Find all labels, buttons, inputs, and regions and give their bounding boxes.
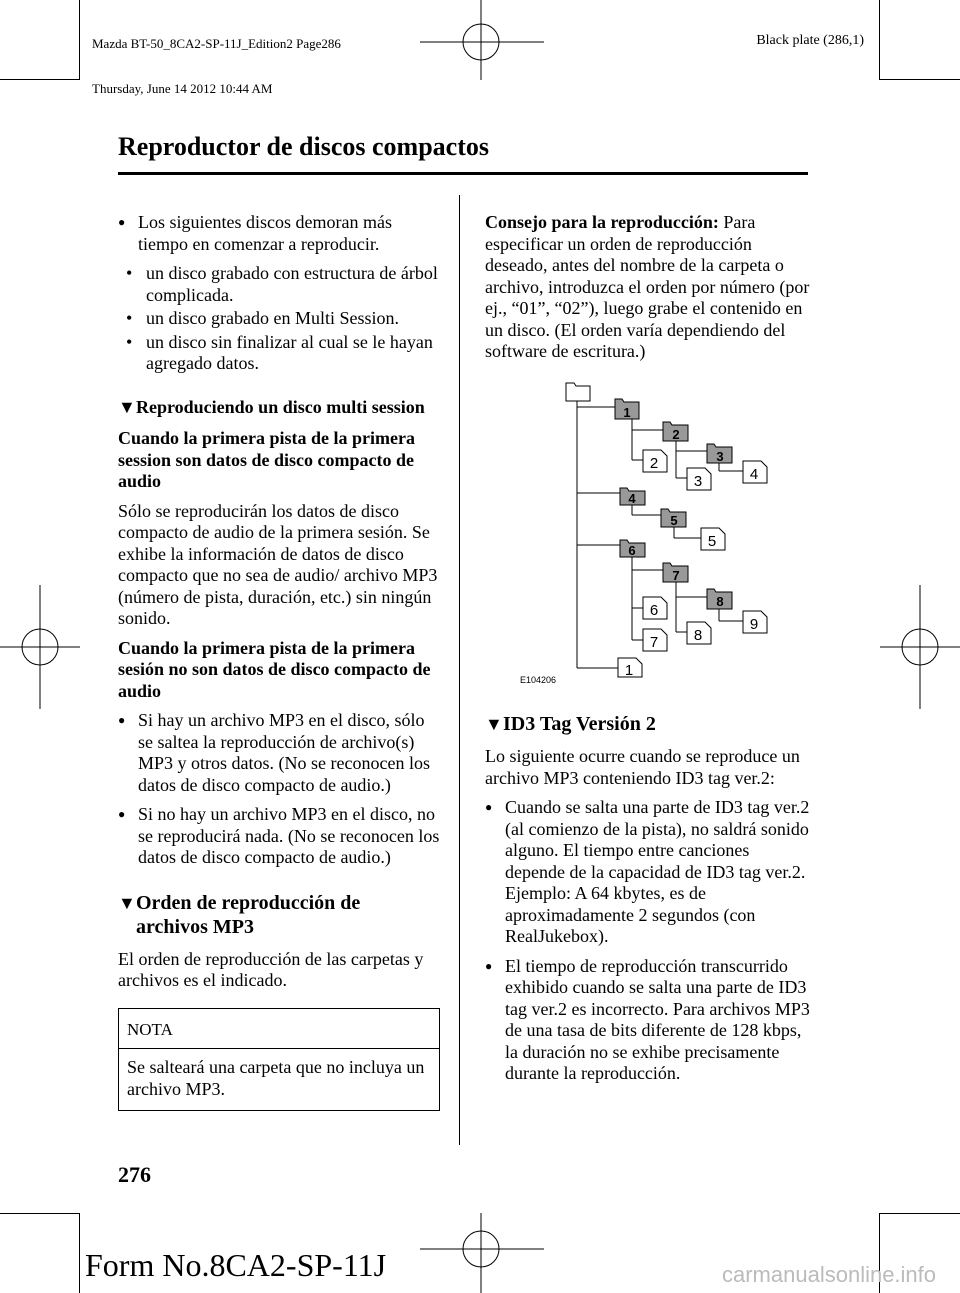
case1-text: Sólo se reproducirán los datos de disco compacto de audio de la primera sesión. Se exhibe la información de datos de disco compacto que no sea de audio/ archivo MP3 (número de pista, duración, etc.) sin ningún sonido. bbox=[118, 500, 438, 628]
svg-text:1: 1 bbox=[624, 662, 634, 679]
id3-bullet: ● El tiempo de reproducción transcurrido exhibido cuando se salta una parte de ID3 tag ver.2 es incorrecto. Para archivos MP3 de una tasa de bits diferente de 128 kbps, la duración no se exhibe precisamente durante la reproducción. bbox=[485, 956, 810, 1085]
heading-multisession: ▼ Reproduciendo un disco multi session bbox=[118, 396, 425, 417]
case1-heading: Cuando la primera pista de la primera session son datos de disco compacto de audio bbox=[118, 428, 415, 491]
triangle-icon: ▼ bbox=[118, 396, 136, 417]
folder-icon bbox=[663, 422, 688, 442]
folder-icon bbox=[620, 488, 645, 506]
id3-bullet: ● Cuando se salta una parte de ID3 tag ver.2 (al comienzo de la pista), no saldrá sonido alguno. El tiempo entre canciones depende de la capacidad de ID3 tag ver.2. Ejemplo: A 64 kbytes, es de aproximadamente 2 segundos (con RealJukebox). bbox=[485, 797, 810, 948]
registration-mark-left bbox=[0, 585, 80, 709]
column-divider bbox=[459, 195, 460, 1145]
playback-order-diagram bbox=[510, 375, 790, 690]
svg-text:2: 2 bbox=[649, 455, 659, 472]
crop-mark bbox=[79, 1213, 80, 1293]
svg-text:8: 8 bbox=[716, 594, 724, 609]
svg-text:3: 3 bbox=[716, 449, 724, 464]
svg-text:7: 7 bbox=[649, 634, 659, 651]
svg-text:6: 6 bbox=[649, 602, 659, 619]
plate-label: Black plate (286,1) bbox=[756, 33, 864, 48]
print-info bbox=[92, 6, 341, 111]
tip-label: Consejo para la reproducción: bbox=[485, 212, 719, 232]
triangle-icon: ▼ bbox=[118, 892, 136, 913]
right-column-lower bbox=[485, 712, 810, 1093]
folder-icon bbox=[615, 399, 639, 420]
crop-mark bbox=[0, 79, 80, 80]
diagram-code: E104206 bbox=[520, 675, 557, 685]
order-text: El orden de reproducción de las carpetas y archivos es el indicado. bbox=[118, 948, 424, 990]
id3-intro: Lo siguiente ocurre cuando se reproduce un archivo MP3 conteniendo ID3 tag ver.2: bbox=[485, 746, 800, 788]
svg-text:7: 7 bbox=[672, 568, 680, 583]
right-column bbox=[485, 212, 810, 371]
heading-order: ▼ Orden de reproducción de archivos MP3 bbox=[118, 891, 361, 938]
page-number: 276 bbox=[118, 1162, 151, 1187]
case2-heading: Cuando la primera pista de la primera sesión no son datos de disco compacto de audio bbox=[118, 637, 431, 701]
sub-item: • un disco grabado con estructura de árbol complicada. bbox=[126, 263, 438, 305]
folder-icon bbox=[707, 589, 732, 609]
file-icon bbox=[643, 597, 667, 619]
left-column bbox=[118, 212, 440, 1111]
heading-id3: ▼ ID3 Tag Versión 2 bbox=[485, 713, 656, 735]
case2-bullet: ● Si no hay un archivo MP3 en el disco, no se reproducirá nada. (No se reconocen los datos de disco compacto de audio.) bbox=[118, 804, 440, 869]
svg-text:2: 2 bbox=[672, 427, 680, 442]
file-icon bbox=[643, 450, 667, 472]
root-folder-icon bbox=[566, 383, 590, 401]
triangle-icon: ▼ bbox=[485, 714, 503, 734]
tip-paragraph bbox=[485, 212, 810, 363]
svg-text:9: 9 bbox=[749, 616, 759, 633]
svg-text:6: 6 bbox=[628, 543, 636, 558]
section-rule bbox=[118, 172, 808, 175]
print-info-line2: Thursday, June 14 2012 10:44 AM bbox=[92, 81, 273, 96]
folder-icon bbox=[707, 444, 732, 464]
sub-item: • un disco grabado en Multi Session. bbox=[126, 308, 399, 328]
print-info-line1: Mazda BT-50_8CA2-SP-11J_Edition2 Page286 bbox=[92, 36, 341, 51]
svg-text:4: 4 bbox=[628, 491, 636, 506]
note-text: Se salteará una carpeta que no incluya un archivo MP3. bbox=[127, 1057, 425, 1099]
svg-text:1: 1 bbox=[623, 405, 631, 420]
note-box bbox=[118, 1008, 440, 1112]
file-icon bbox=[743, 611, 767, 633]
file-icon bbox=[618, 658, 642, 679]
file-icon bbox=[687, 622, 711, 644]
svg-text:8: 8 bbox=[693, 627, 703, 644]
registration-mark-right bbox=[880, 585, 960, 709]
registration-mark-bottom bbox=[420, 1213, 544, 1293]
registration-mark-top bbox=[420, 0, 544, 80]
watermark: carmanualsonline.info bbox=[722, 1262, 937, 1287]
crop-mark bbox=[879, 0, 880, 80]
folder-icon bbox=[663, 563, 688, 583]
svg-text:5: 5 bbox=[707, 533, 717, 550]
tip-text: Para especificar un orden de reproducción deseado, antes del nombre de la carpeta o archivo, introduzca el orden por número (por ej., “01”, “02”), luego grabe el contenido en un disco. (El orden varía dependiendo del software de escritura.) bbox=[485, 212, 810, 361]
file-icon bbox=[701, 528, 725, 550]
crop-mark bbox=[880, 79, 960, 80]
folder-icon bbox=[661, 509, 686, 528]
note-title: NOTA bbox=[119, 1009, 439, 1050]
crop-mark bbox=[79, 0, 80, 80]
svg-text:4: 4 bbox=[749, 466, 759, 483]
section-title: Reproductor de discos compactos bbox=[118, 132, 489, 161]
svg-text:5: 5 bbox=[670, 513, 678, 528]
folder-icon bbox=[620, 540, 645, 558]
svg-text:3: 3 bbox=[693, 473, 703, 490]
case2-bullet: ● Si hay un archivo MP3 en el disco, sólo se saltea la reproducción de archivo(s) MP3 y otros datos. (No se reconocen los datos de disco compacto de audio.) bbox=[118, 710, 440, 796]
file-icon bbox=[643, 629, 667, 651]
crop-mark bbox=[880, 1213, 960, 1214]
form-number: Form No.8CA2-SP-11J bbox=[85, 1247, 387, 1283]
intro-bullet: ● Los siguientes discos demoran más tiempo en comenzar a reproducir. bbox=[118, 212, 440, 255]
crop-mark bbox=[0, 1213, 80, 1214]
sub-item: • un disco sin finalizar al cual se le hayan agregado datos. bbox=[126, 331, 433, 373]
file-icon bbox=[687, 468, 711, 490]
file-icon bbox=[743, 461, 767, 483]
